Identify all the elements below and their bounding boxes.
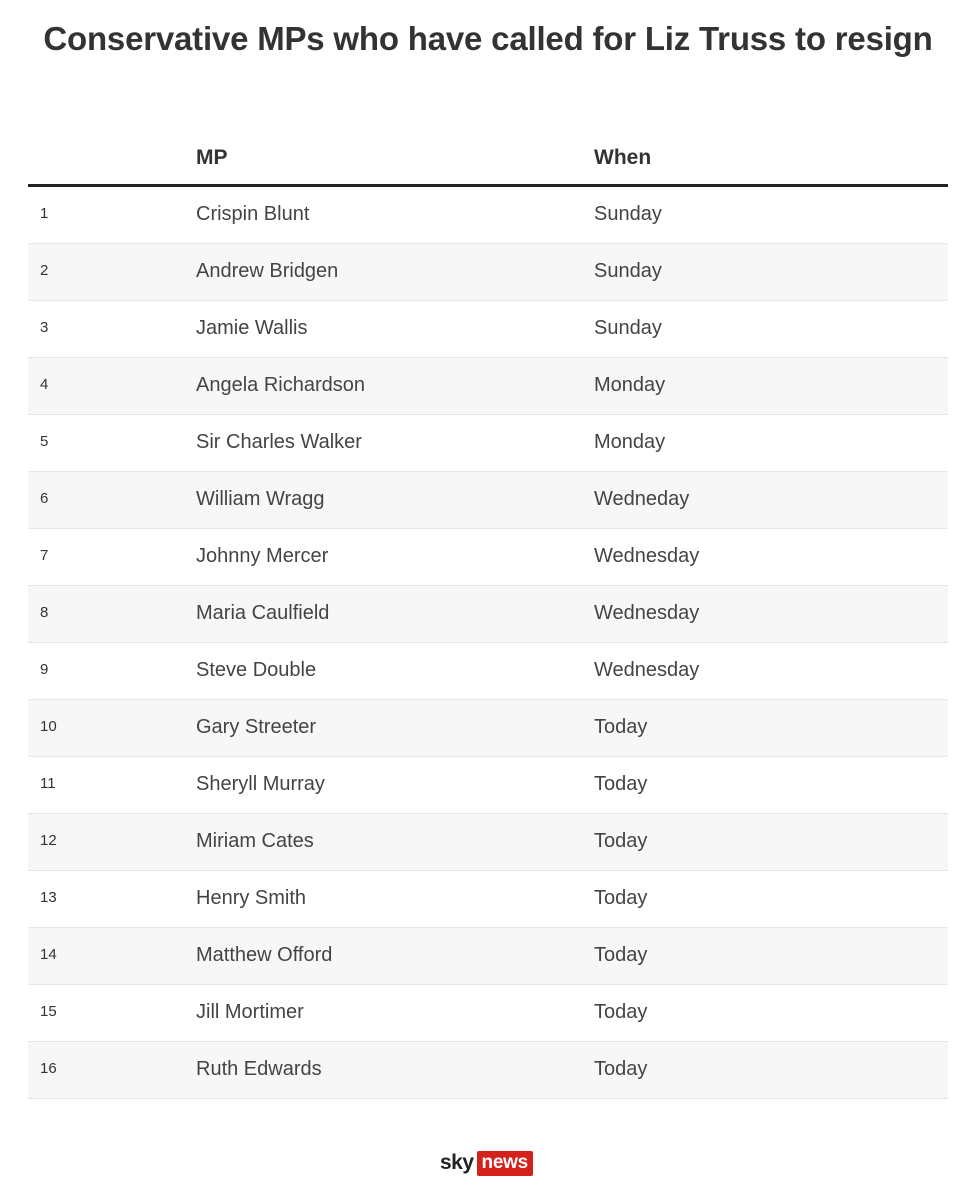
table-row <box>28 757 948 814</box>
sky-news-logo <box>440 1150 533 1176</box>
logo-news-text: news <box>477 1151 533 1176</box>
mp-name: Jill Mortimer <box>196 1001 304 1023</box>
mp-name: Gary Streeter <box>196 716 317 738</box>
when-value: Today <box>594 1001 648 1023</box>
row-number: 10 <box>40 718 57 735</box>
table-row <box>28 1042 948 1099</box>
table-row <box>28 928 948 985</box>
page-title: Conservative MPs who have called for Liz Truss to resign <box>43 20 933 57</box>
mp-name: Angela Richardson <box>196 374 365 396</box>
row-number: 2 <box>40 262 49 279</box>
table-row <box>28 700 948 757</box>
when-value: Wedneday <box>594 488 690 510</box>
when-value: Sunday <box>594 260 662 282</box>
mp-name: Andrew Bridgen <box>196 260 339 282</box>
table-row <box>28 187 948 244</box>
when-value: Wednesday <box>594 602 700 624</box>
row-number: 15 <box>40 1003 57 1020</box>
table-row <box>28 472 948 529</box>
table-row <box>28 814 948 871</box>
table-row <box>28 871 948 928</box>
when-value: Monday <box>594 374 666 396</box>
row-number: 8 <box>40 604 49 621</box>
table-body <box>28 187 948 1099</box>
when-value: Sunday <box>594 317 662 339</box>
mp-name: Maria Caulfield <box>196 602 330 624</box>
mp-name: Crispin Blunt <box>196 203 310 225</box>
when-value: Today <box>594 716 648 738</box>
row-number: 14 <box>40 946 57 963</box>
column-header-when: When <box>594 146 652 169</box>
mp-name: Jamie Wallis <box>196 317 308 339</box>
table-row <box>28 529 948 586</box>
column-header-mp: MP <box>196 146 228 169</box>
mp-name: William Wragg <box>196 488 325 510</box>
mp-name: Sheryll Murray <box>196 773 325 795</box>
mp-name: Ruth Edwards <box>196 1058 322 1080</box>
mp-name: Miriam Cates <box>196 830 314 852</box>
when-value: Sunday <box>594 203 662 225</box>
row-number: 6 <box>40 490 49 507</box>
table-row <box>28 415 948 472</box>
mp-table <box>28 130 948 1099</box>
row-number: 4 <box>40 376 49 393</box>
row-number: 11 <box>40 775 56 792</box>
when-value: Today <box>594 944 648 966</box>
when-value: Today <box>594 773 648 795</box>
when-value: Today <box>594 830 648 852</box>
row-number: 3 <box>40 319 49 336</box>
when-value: Monday <box>594 431 666 453</box>
table-row <box>28 301 948 358</box>
table-row <box>28 358 948 415</box>
mp-name: Sir Charles Walker <box>196 431 362 453</box>
row-number: 12 <box>40 832 57 849</box>
table-row <box>28 985 948 1042</box>
mp-name: Matthew Offord <box>196 944 333 966</box>
mp-name: Henry Smith <box>196 887 307 909</box>
when-value: Today <box>594 887 648 909</box>
mp-name: Steve Double <box>196 659 317 681</box>
table-row <box>28 643 948 700</box>
row-number: 9 <box>40 661 49 678</box>
row-number: 13 <box>40 889 57 906</box>
when-value: Today <box>594 1058 648 1080</box>
when-value: Wednesday <box>594 545 700 567</box>
row-number: 16 <box>40 1060 57 1077</box>
row-number: 1 <box>40 205 49 222</box>
row-number: 5 <box>40 433 49 450</box>
mp-name: Johnny Mercer <box>196 545 329 567</box>
row-number: 7 <box>40 547 49 564</box>
table-row <box>28 586 948 643</box>
table-header <box>28 130 948 187</box>
when-value: Wednesday <box>594 659 700 681</box>
logo-sky-text: sky <box>440 1151 474 1174</box>
table-row <box>28 244 948 301</box>
